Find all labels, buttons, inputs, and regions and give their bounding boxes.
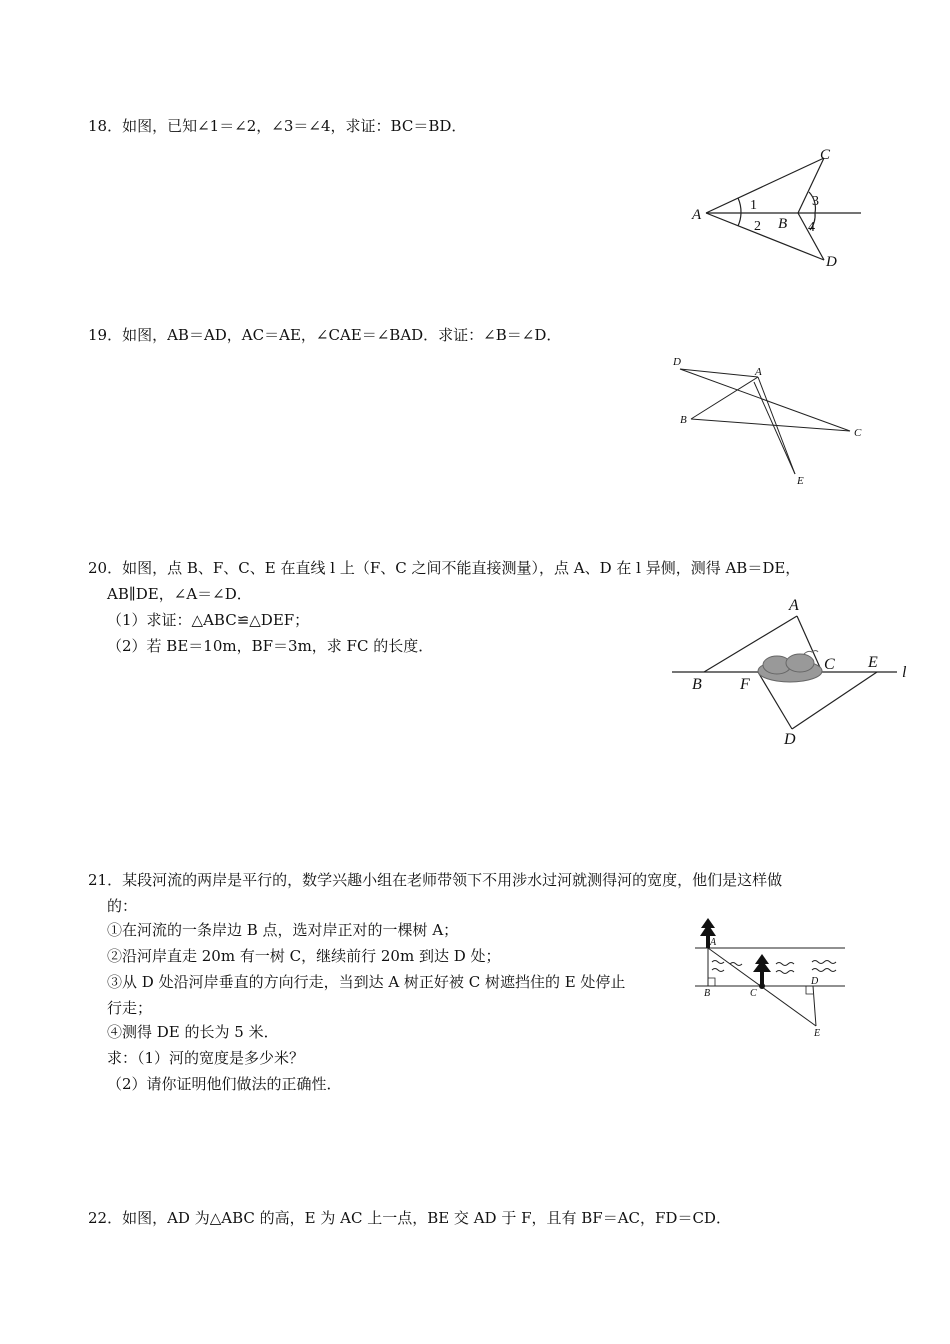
problem-21-figure [690, 914, 850, 1039]
angle-1-label: 1 [750, 198, 757, 213]
cloud-obstacle [758, 651, 822, 683]
label-A: A [755, 366, 762, 378]
river-waves [712, 961, 836, 974]
label-C: C [854, 427, 862, 439]
problem-21-question-2: （2）请你证明他们做法的正确性． [107, 1075, 342, 1093]
label-C: C [824, 656, 835, 673]
problem-19-figure [668, 352, 873, 492]
problem-20-figure [672, 592, 917, 752]
label-F: F [740, 676, 750, 693]
problem-18-figure [686, 140, 866, 275]
label-E: E [868, 654, 878, 671]
problem-21-step3b: 行走； [107, 999, 153, 1017]
problem-20-question-1: （1）求证：△ABC≌△DEF； [107, 611, 310, 629]
label-E: E [814, 1028, 821, 1039]
label-A: A [710, 937, 717, 948]
problem-21-question-1: 求：（1）河的宽度是多少米？ [107, 1049, 305, 1067]
tree-C-icon [753, 954, 771, 989]
label-l: l [902, 664, 907, 681]
problem-21-step4: ④测得 DE 的长为 5 米． [107, 1023, 279, 1041]
problem-18-text: 18．如图，已知∠1＝∠2，∠3＝∠4，求证：BC＝BD． [88, 117, 467, 135]
label-B: B [704, 988, 711, 999]
angle-4-label: 4 [808, 220, 815, 235]
angle-3-label: 3 [812, 194, 819, 209]
problem-21-line2: 的： [107, 897, 138, 915]
label-C: C [750, 988, 757, 999]
problem-19-text: 19．如图，AB＝AD，AC＝AE，∠CAE＝∠BAD．求证：∠B＝∠D． [88, 326, 562, 344]
label-D: D [826, 254, 837, 270]
problem-22-text: 22．如图，AD 为△ABC 的高，E 为 AC 上一点，BE 交 AD 于 F，且有 BF＝AC，FD＝CD． [88, 1209, 731, 1227]
problem-21-step2: ②沿河岸直走 20m 有一树 C，继续前行 20m 到达 D 处； [107, 947, 501, 965]
angle-2-label: 2 [754, 219, 761, 234]
problem-21-step3a: ③从 D 处沿河岸垂直的方向行走，当到达 A 树正好被 C 树遮挡住的 E 处停止 [107, 973, 626, 991]
label-A: A [789, 597, 799, 614]
problem-20-line1: 20．如图，点 B、F、C、E 在直线 l 上（F、C 之间不能直接测量），点 A、D 在 l 异侧，测得 AB＝DE， [88, 559, 801, 577]
label-B: B [778, 216, 788, 232]
label-C: C [820, 147, 831, 163]
label-A: A [692, 207, 702, 223]
label-D: D [811, 976, 819, 987]
problem-21-line1: 21．某段河流的两岸是平行的，数学兴趣小组在老师带领下不用涉水过河就测得河的宽度，他们是这样做 [88, 871, 783, 889]
problem-20-line2: AB∥DE，∠A＝∠D． [107, 585, 252, 603]
label-D: D [673, 356, 681, 368]
label-B: B [692, 676, 702, 693]
problem-21-step1: ①在河流的一条岸边 B 点，选对岸正对的一棵树 A； [107, 921, 459, 939]
label-D: D [784, 731, 796, 748]
label-B: B [680, 414, 687, 426]
label-E: E [797, 475, 804, 487]
problem-20-question-2: （2）若 BE＝10m，BF＝3m，求 FC 的长度． [107, 637, 434, 655]
